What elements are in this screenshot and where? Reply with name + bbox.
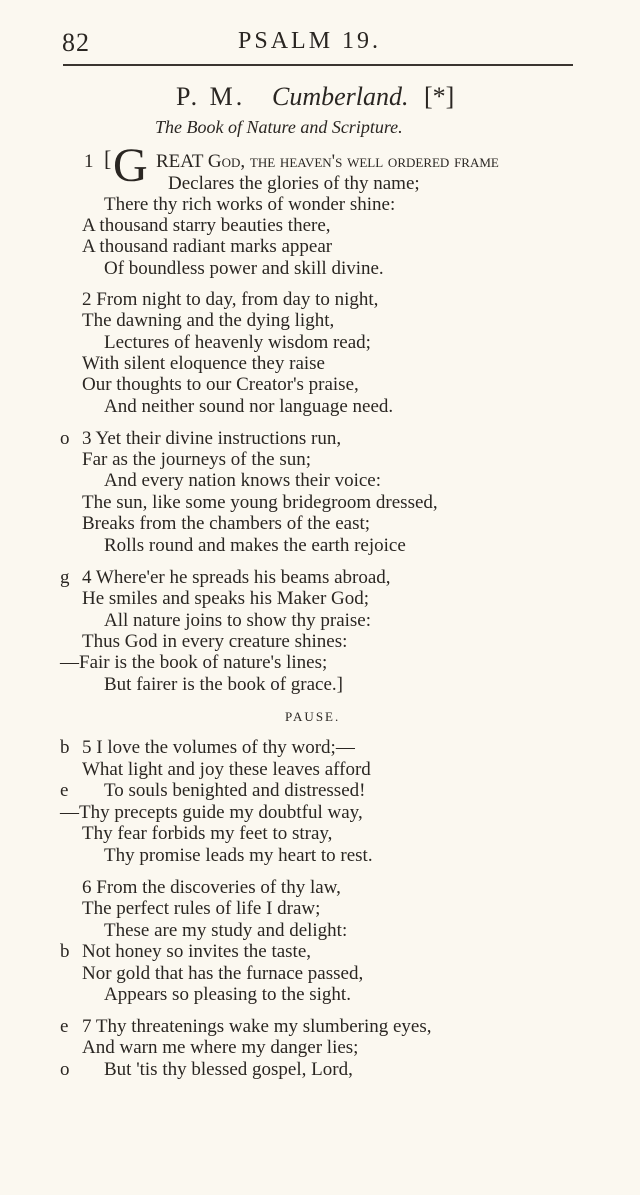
verse-line: Far as the journeys of the sun; [82,449,312,470]
verse-line: Declares the glories of thy name; [168,173,420,194]
verse-line: There thy rich works of wonder shine: [104,194,396,215]
first-line: REAT God, the heaven's well ordered frame [156,151,499,172]
verse-line: And warn me where my danger lies; [82,1037,359,1058]
running-head: PSALM 19. [238,28,382,54]
meter-label: P. M. [176,82,246,111]
pause-label: PAUSE. [285,709,341,724]
page-number: 82 [62,28,90,57]
verse-line: Thy promise leads my heart to rest. [104,845,373,866]
verse-line: What light and joy these leaves afford [82,759,371,780]
verse-line: Thus God in every creature shines: [82,631,348,652]
verse-line: The dawning and the dying light, [82,310,335,331]
verse-line: 5 I love the volumes of thy word;— [82,737,355,758]
verse-line: A thousand starry beauties there, [82,215,331,236]
verse-line: —Thy precepts guide my doubtful way, [60,802,363,823]
verse-line: 4 Where'er he spreads his beams abroad, [82,567,391,588]
drop-cap: G [113,139,148,192]
bracket-mark: [*] [424,82,455,111]
verse-line: But 'tis thy blessed gospel, Lord, [104,1059,353,1080]
verse-line: And every nation knows their voice: [104,470,382,491]
verse-line: Of boundless power and skill divine. [104,258,384,279]
dynamic-mark: o [60,428,70,449]
hymn-heading [0,82,640,112]
verse-line: But fairer is the book of grace.] [104,674,343,695]
verse-line: And neither sound nor language need. [104,396,394,417]
verse-line: Appears so pleasing to the sight. [104,984,351,1005]
verse-line: —Fair is the book of nature's lines; [60,652,328,673]
dynamic-mark: b [60,737,70,758]
verse-line: Breaks from the chambers of the east; [82,513,371,534]
verse-line: 2 From night to day, from day to night, [82,289,379,310]
stanza-number: 1 [84,151,94,172]
verse-line: 6 From the discoveries of thy law, [82,877,341,898]
verse-line: 7 Thy threatenings wake my slumbering eyes, [82,1016,432,1037]
dynamic-mark: e [60,1016,69,1037]
verse-line: Our thoughts to our Creator's praise, [82,374,359,395]
open-bracket: [ [104,146,112,171]
dynamic-mark: b [60,941,70,962]
verse-line: Not honey so invites the taste, [82,941,312,962]
verse-line: He smiles and speaks his Maker God; [82,588,370,609]
verse-line: To souls benighted and distressed! [104,780,366,801]
tune-name: Cumberland. [272,82,409,111]
verse-line: All nature joins to show thy praise: [104,610,372,631]
verse-line: A thousand radiant marks appear [82,236,333,257]
verse-line: These are my study and delight: [104,920,348,941]
dynamic-mark: g [60,567,70,588]
dynamic-mark: o [60,1059,70,1080]
verse-line: With silent eloquence they raise [82,353,325,374]
header-rule [63,64,573,66]
verse-line: 3 Yet their divine instructions run, [82,428,342,449]
hymn-subtitle: The Book of Nature and Scripture. [155,117,403,137]
verse-line: The sun, like some young bridegroom dressed, [82,492,438,513]
verse-line: The perfect rules of life I draw; [82,898,321,919]
verse-line: Nor gold that has the furnace passed, [82,963,364,984]
verse-line: Lectures of heavenly wisdom read; [104,332,371,353]
verse-line: Rolls round and makes the earth rejoice [104,535,406,556]
dynamic-mark: e [60,780,69,801]
verse-line: Thy fear forbids my feet to stray, [82,823,333,844]
